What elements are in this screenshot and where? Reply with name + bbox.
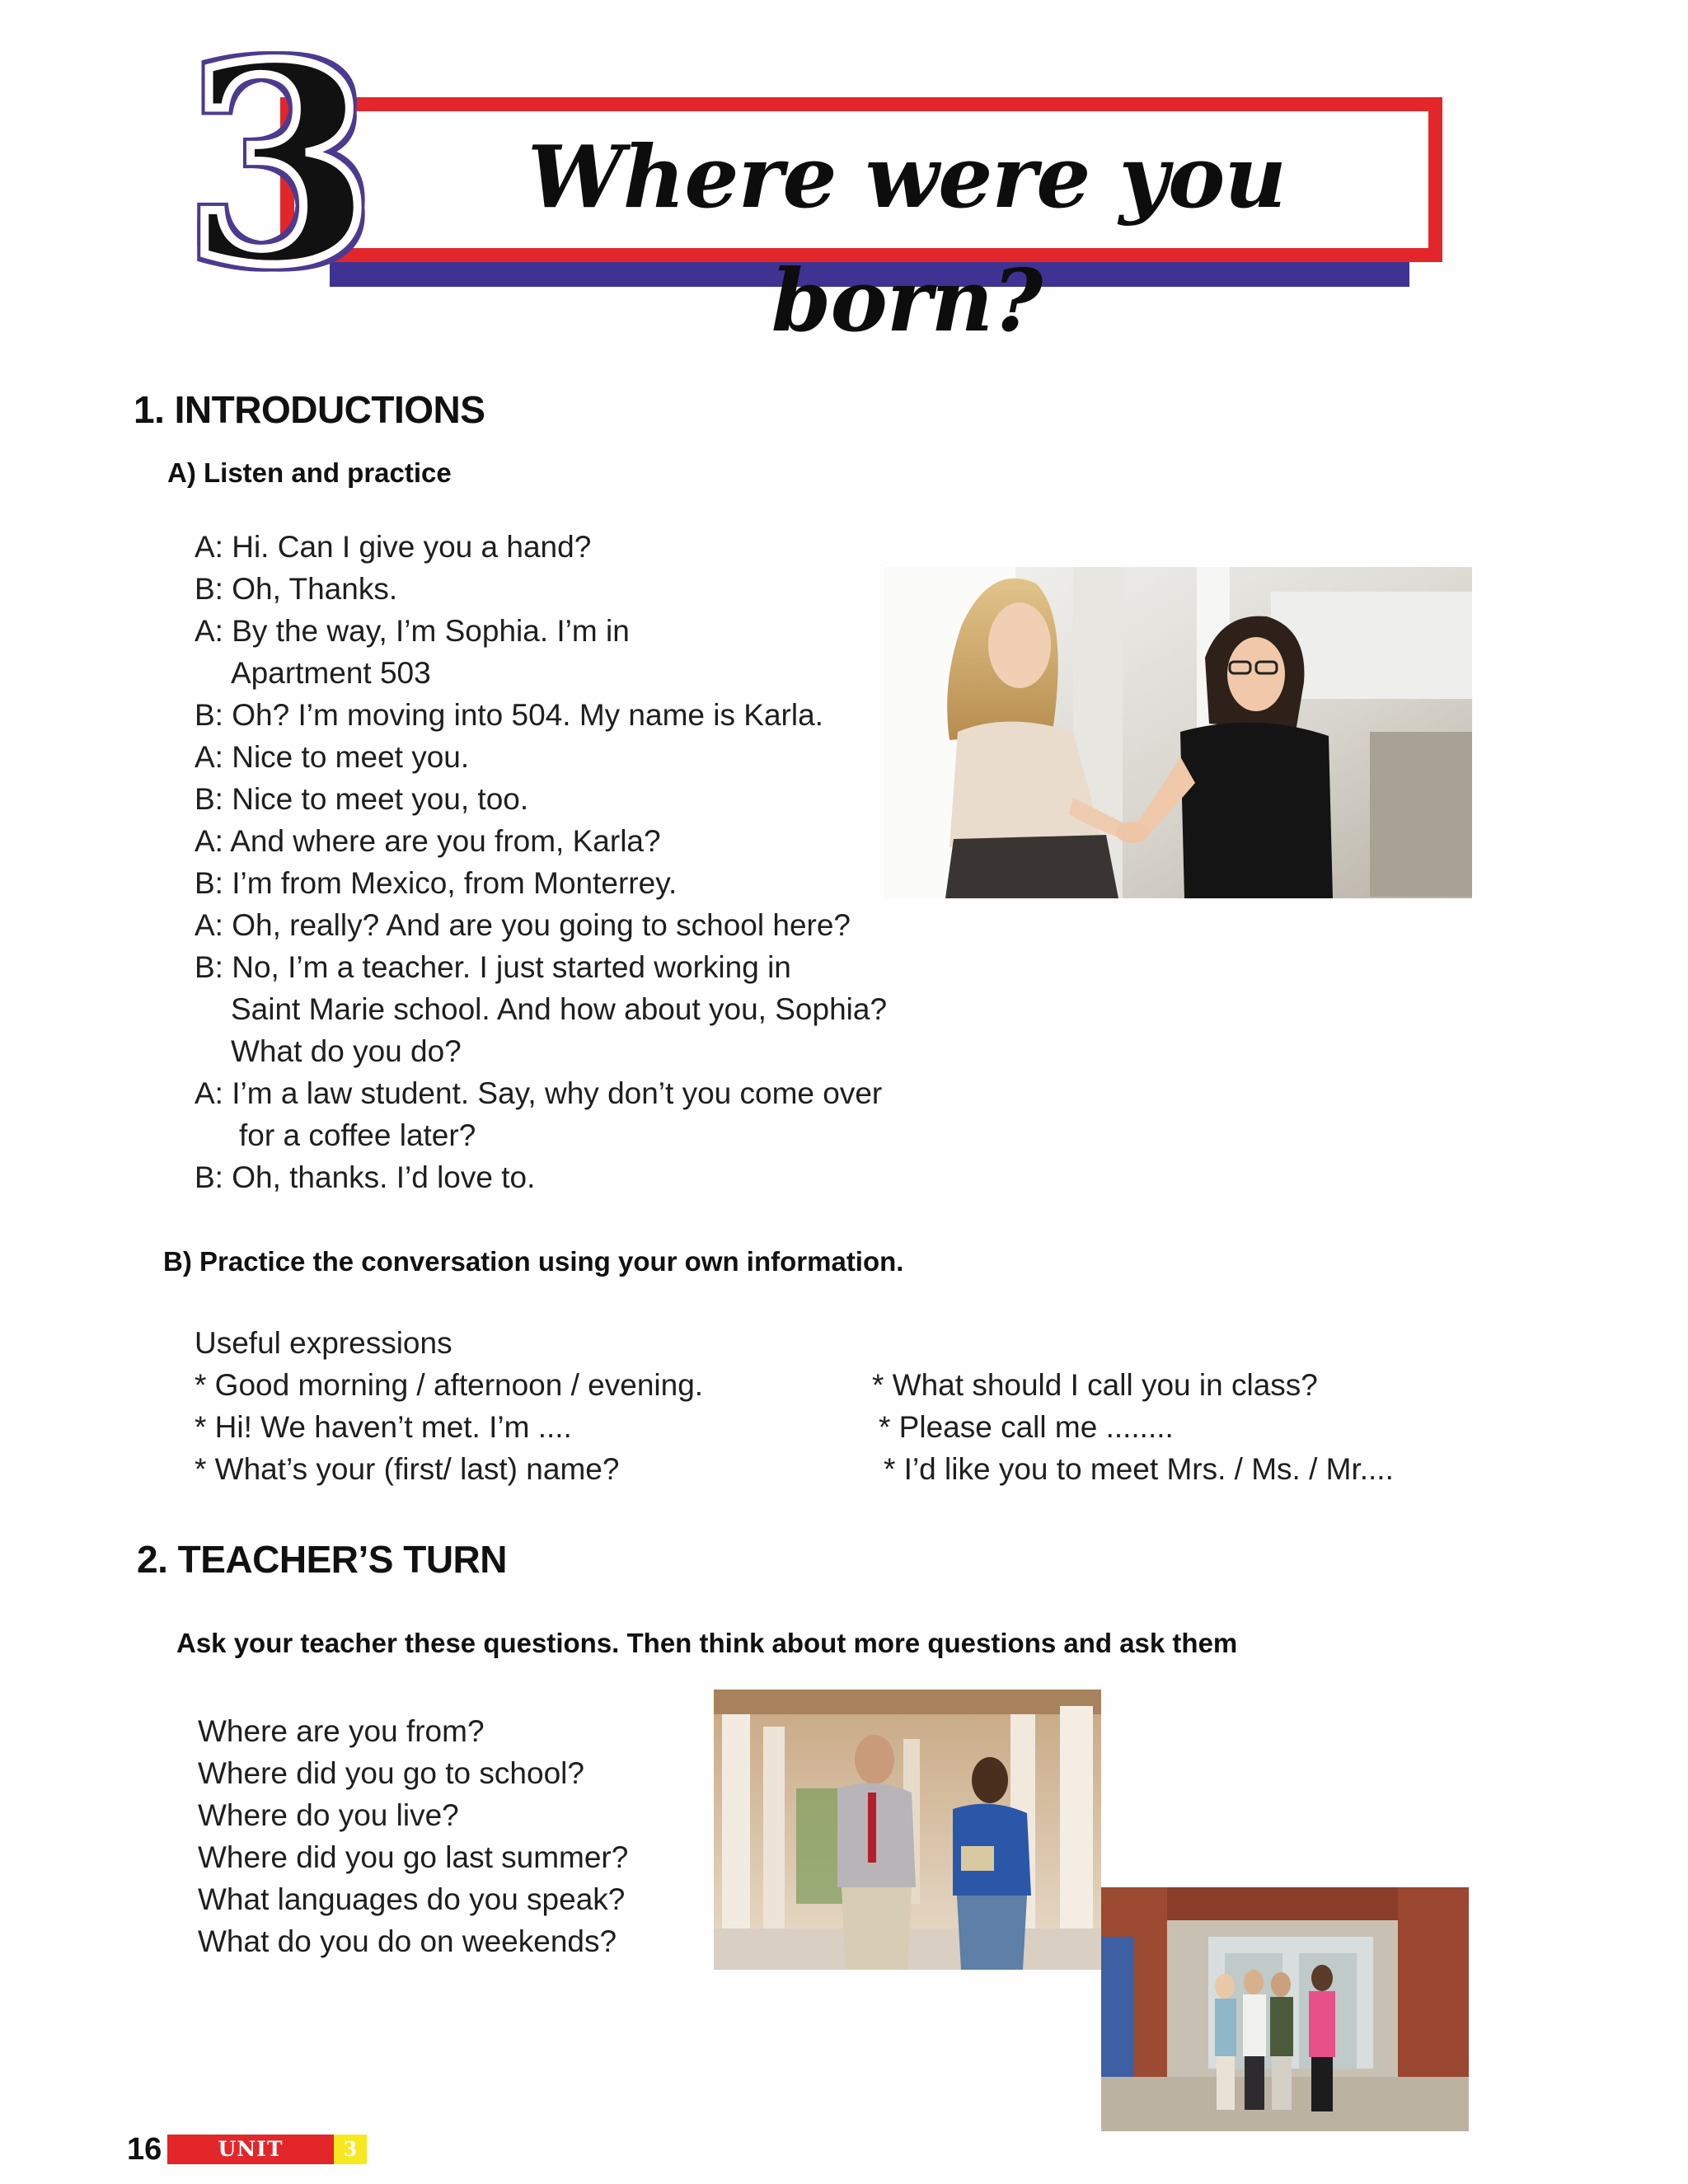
dialogue-line: A: And where are you from, Karla?: [195, 824, 661, 858]
dialogue-line: B: No, I’m a teacher. I just started working in: [195, 950, 791, 984]
question-item: Where are you from?: [198, 1714, 485, 1748]
dialogue-list: [195, 526, 936, 1198]
dialogue-line: Saint Marie school. And how about you, Sophia?: [231, 992, 888, 1026]
dialogue-line: What do you do?: [231, 1034, 462, 1068]
page-number: 16: [127, 2132, 162, 2167]
dialogue-line: B: Nice to meet you, too.: [195, 782, 529, 816]
question-item: Where did you go to school?: [198, 1756, 584, 1790]
section-2-heading: 2. TEACHER’S TURN: [137, 1538, 507, 1581]
unit-footer-label: UNIT: [218, 2137, 284, 2161]
school-entrance-photo: [1101, 1887, 1469, 2131]
dialogue-line: A: By the way, I’m Sophia. I’m in: [195, 614, 630, 648]
dialogue-line: for a coffee later?: [239, 1118, 476, 1152]
useful-expression-item: * Hi! We haven’t met. I’m ....: [195, 1410, 572, 1444]
dialogue-line: A: Oh, really? And are you going to school here?: [195, 908, 851, 942]
dialogue-line: B: I’m from Mexico, from Monterrey.: [195, 866, 678, 900]
dialogue-line: A: Hi. Can I give you a hand?: [195, 530, 592, 564]
unit-title: Where were you born?: [527, 126, 1287, 351]
teacher-instruction: Ask your teacher these questions. Then think about more questions and ask them: [176, 1628, 1238, 1658]
dialogue-line: A: I’m a law student. Say, why don’t you come over: [195, 1076, 883, 1110]
useful-expressions-heading: Useful expressions: [195, 1326, 452, 1360]
question-item: Where do you live?: [198, 1798, 459, 1832]
question-item: Where did you go last summer?: [198, 1840, 629, 1874]
useful-expression-item: * What’s your (first/ last) name?: [195, 1452, 620, 1486]
dialogue-line: A: Nice to meet you.: [195, 740, 470, 774]
teacher-questions-list: [198, 1710, 628, 1962]
useful-expression-item: * Please call me ........: [879, 1410, 1174, 1444]
unit-number-badge: 3: [185, 5, 375, 325]
question-item: What languages do you speak?: [198, 1882, 626, 1916]
handshake-photo: [884, 567, 1472, 898]
dialogue-line: B: Oh? I’m moving into 504. My name is Karla.: [195, 698, 823, 732]
useful-expression-item: * What should I call you in class?: [872, 1368, 1318, 1402]
colonnade-students-photo: [714, 1690, 1101, 1970]
dialogue-line: B: Oh, Thanks.: [195, 572, 398, 606]
part-b-label: B) Practice the conversation using your own information.: [163, 1246, 904, 1277]
useful-expression-item: * I’d like you to meet Mrs. / Ms. / Mr....: [884, 1452, 1394, 1486]
useful-expression-item: * Good morning / afternoon / evening.: [195, 1368, 704, 1402]
dialogue-line: Apartment 503: [231, 656, 431, 690]
section-1-heading: 1. INTRODUCTIONS: [134, 388, 485, 431]
dialogue-line: B: Oh, thanks. I’d love to.: [195, 1160, 536, 1194]
unit-footer-number: 3: [334, 2135, 367, 2164]
question-item: What do you do on weekends?: [198, 1924, 617, 1958]
part-a-label: A) Listen and practice: [167, 457, 452, 488]
